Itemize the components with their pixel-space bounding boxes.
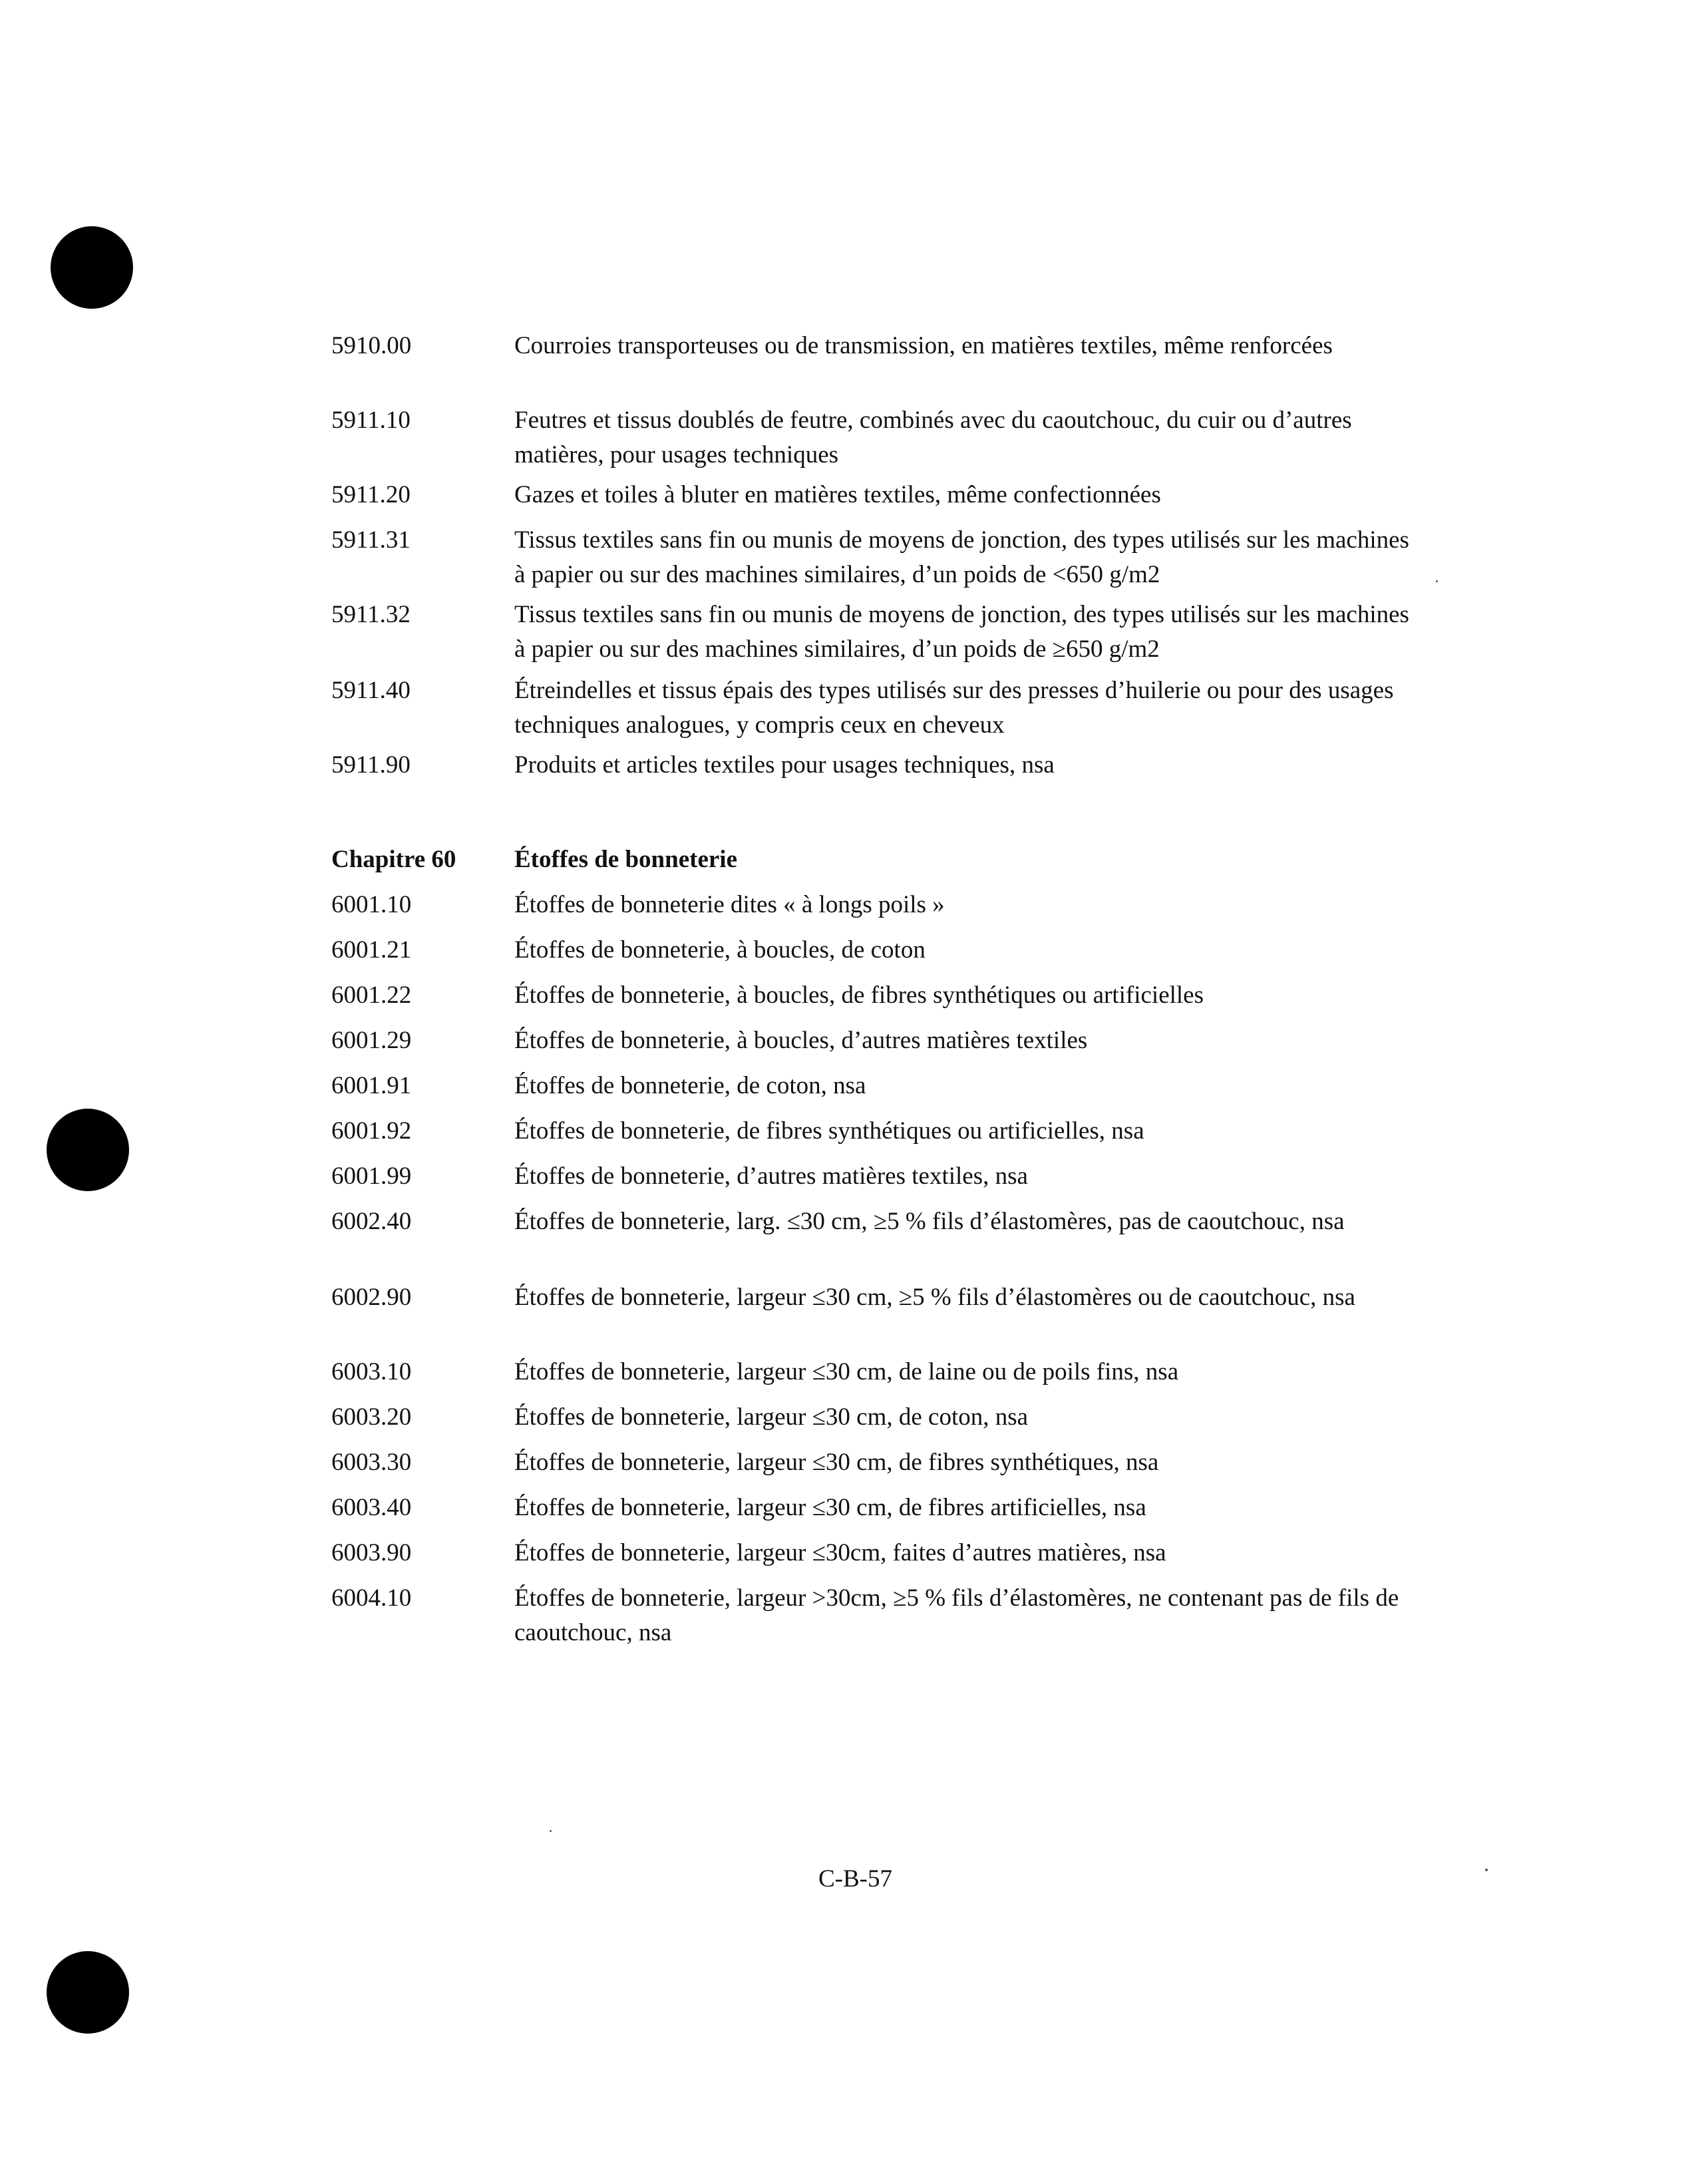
- tariff-entry: [331, 329, 1409, 363]
- tariff-code: 5911.20: [331, 481, 411, 508]
- tariff-description: Étoffes de bonneterie, à boucles, de coton: [514, 936, 926, 964]
- tariff-code: 5911.90: [331, 751, 411, 779]
- tariff-code: 5911.32: [331, 601, 411, 628]
- tariff-entry: [331, 1491, 1409, 1525]
- tariff-code: 6003.10: [331, 1358, 412, 1385]
- tariff-code: 6002.40: [331, 1208, 412, 1235]
- tariff-entry: [331, 403, 1409, 472]
- tariff-code: 6003.40: [331, 1494, 412, 1521]
- tariff-entry: [331, 1355, 1409, 1389]
- tariff-entry: [331, 978, 1409, 1013]
- tariff-entry: [331, 1204, 1409, 1239]
- tariff-code: 6001.22: [331, 982, 412, 1009]
- tariff-description: Étoffes de bonneterie, à boucles, de fibres synthétiques ou artificielles: [514, 982, 1204, 1009]
- tariff-description: Étoffes de bonneterie, largeur ≤30 cm, de fibres synthétiques, nsa: [514, 1449, 1159, 1476]
- tariff-description: Étoffes de bonneterie, larg. ≤30 cm, ≥5 % fils d’élastomères, pas de caoutchouc, nsa: [514, 1208, 1345, 1235]
- tariff-entry: [331, 1069, 1409, 1103]
- tariff-description: Étoffes de bonneterie, largeur >30cm, ≥5 % fils d’élastomères, ne contenant pas de fils de caoutchouc, nsa: [514, 1584, 1399, 1646]
- tariff-entry: [331, 673, 1409, 743]
- tariff-code: 6004.10: [331, 1584, 412, 1612]
- punch-hole: [47, 1109, 129, 1191]
- tariff-entry: [331, 1159, 1409, 1194]
- tariff-code: 5911.40: [331, 677, 411, 704]
- tariff-entry: [331, 1536, 1409, 1570]
- tariff-description: Étoffes de bonneterie, de coton, nsa: [514, 1072, 866, 1099]
- tariff-description: Étoffes de bonneterie, à boucles, d’autres matières textiles: [514, 1027, 1088, 1054]
- tariff-code: 5911.31: [331, 526, 411, 554]
- chapter-heading: [331, 842, 1409, 877]
- page-number: C-B-57: [818, 1865, 892, 1893]
- tariff-description: Étreindelles et tissus épais des types utilisés sur des presses d’huilerie ou pour des usages techniques analogues, y compris ceux en cheveux: [514, 677, 1394, 739]
- tariff-entry: [331, 748, 1409, 783]
- tariff-entry: [331, 523, 1409, 592]
- scan-speck: [550, 1830, 552, 1832]
- tariff-code: 6001.29: [331, 1027, 412, 1054]
- tariff-description: Étoffes de bonneterie, d’autres matières textiles, nsa: [514, 1163, 1028, 1190]
- tariff-code: 6003.90: [331, 1539, 412, 1566]
- tariff-code: 6001.99: [331, 1163, 412, 1190]
- tariff-description: Étoffes de bonneterie, largeur ≤30 cm, de fibres artificielles, nsa: [514, 1494, 1146, 1521]
- tariff-description: Courroies transporteuses ou de transmission, en matières textiles, même renforcées: [514, 332, 1333, 359]
- punch-hole: [47, 1951, 129, 2034]
- tariff-code: 6003.20: [331, 1403, 412, 1431]
- scan-speck: [1485, 1869, 1488, 1871]
- tariff-description: Étoffes de bonneterie, largeur ≤30 cm, ≥5 % fils d’élastomères ou de caoutchouc, nsa: [514, 1284, 1355, 1311]
- tariff-entry: [331, 598, 1409, 667]
- tariff-code: 6002.90: [331, 1284, 412, 1311]
- tariff-code: 5910.00: [331, 332, 412, 359]
- tariff-entry: [331, 1400, 1409, 1435]
- tariff-code: 6003.30: [331, 1449, 412, 1476]
- tariff-code: 6001.92: [331, 1117, 412, 1145]
- tariff-code: 6001.91: [331, 1072, 412, 1099]
- punch-hole: [51, 226, 133, 309]
- tariff-description: Étoffes de bonneterie, de fibres synthétiques ou artificielles, nsa: [514, 1117, 1144, 1145]
- tariff-description: Étoffes de bonneterie dites « à longs poils »: [514, 891, 945, 918]
- chapter-title: Étoffes de bonneterie: [514, 846, 737, 873]
- tariff-entry: [331, 933, 1409, 968]
- scan-speck: [1436, 580, 1438, 582]
- tariff-description: Étoffes de bonneterie, largeur ≤30 cm, de laine ou de poils fins, nsa: [514, 1358, 1179, 1385]
- tariff-description: Tissus textiles sans fin ou munis de moyens de jonction, des types utilisés sur les machines à papier ou sur des machines similaires, d’un poids de <650 g/m2: [514, 526, 1409, 588]
- chapter-label: Chapitre 60: [331, 846, 456, 873]
- tariff-description: Étoffes de bonneterie, largeur ≤30 cm, de coton, nsa: [514, 1403, 1029, 1431]
- tariff-code: 5911.10: [331, 407, 411, 434]
- tariff-description: Produits et articles textiles pour usages techniques, nsa: [514, 751, 1055, 779]
- tariff-entry: [331, 1023, 1409, 1058]
- tariff-entry: [331, 1581, 1409, 1650]
- tariff-entry: [331, 1114, 1409, 1149]
- tariff-entry: [331, 1445, 1409, 1480]
- tariff-code: 6001.21: [331, 936, 412, 964]
- tariff-entry: [331, 478, 1409, 512]
- tariff-description: Feutres et tissus doublés de feutre, combinés avec du caoutchouc, du cuir ou d’autres matières, pour usages techniques: [514, 407, 1352, 468]
- tariff-entry: [331, 1280, 1409, 1315]
- tariff-description: Gazes et toiles à bluter en matières textiles, même confectionnées: [514, 481, 1161, 508]
- tariff-entry: [331, 888, 1409, 922]
- tariff-code: 6001.10: [331, 891, 412, 918]
- tariff-description: Tissus textiles sans fin ou munis de moyens de jonction, des types utilisés sur les machines à papier ou sur des machines similaires, d’un poids de ≥650 g/m2: [514, 601, 1409, 663]
- tariff-description: Étoffes de bonneterie, largeur ≤30cm, faites d’autres matières, nsa: [514, 1539, 1166, 1566]
